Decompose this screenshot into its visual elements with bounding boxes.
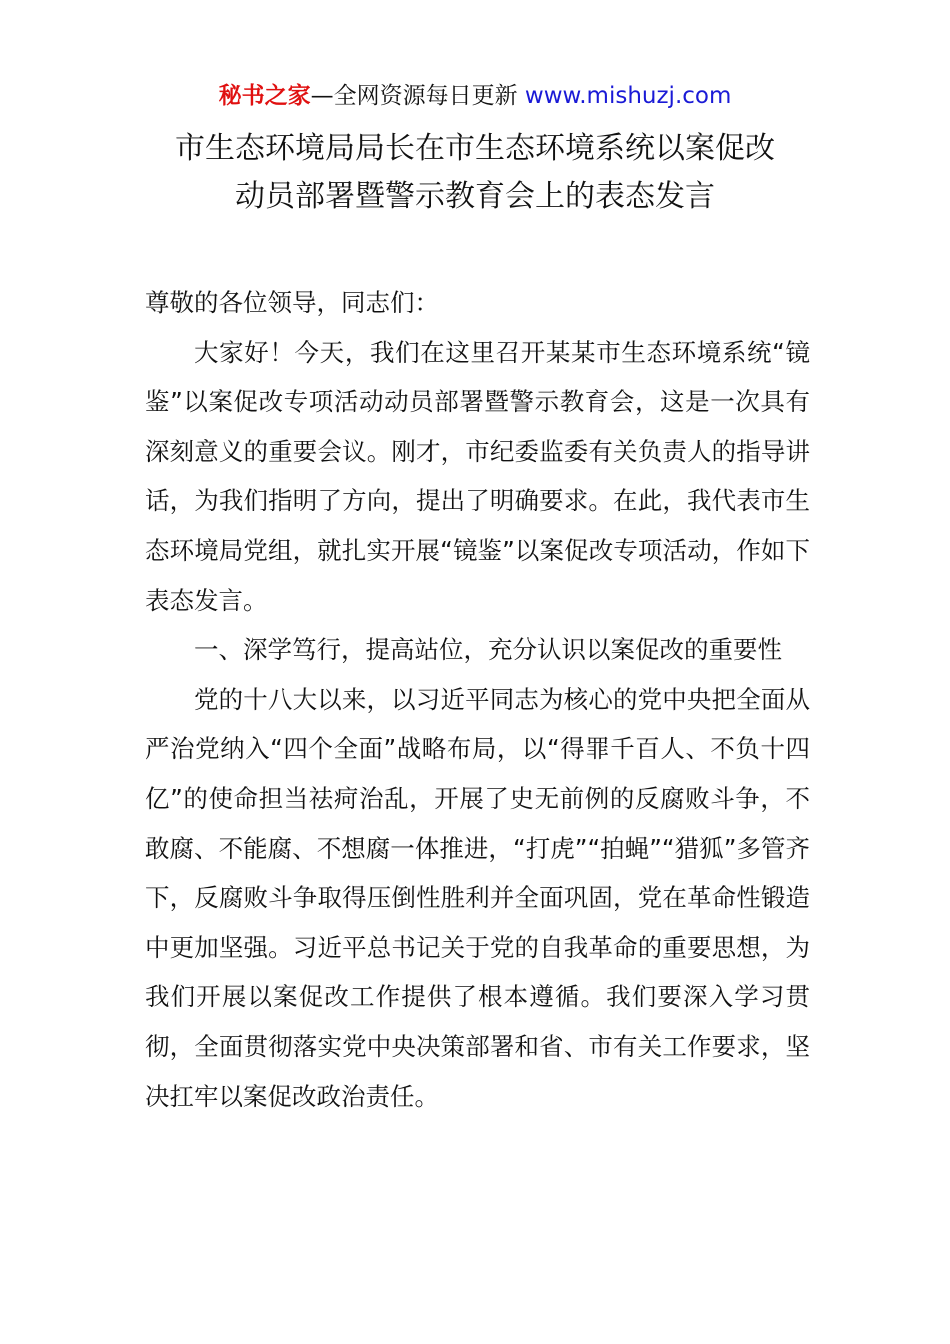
header-tagline: —全网资源每日更新: [310, 83, 525, 109]
paragraph-section-1: 党的十八大以来，以习近平同志为核心的党中央把全面从严治党纳入“四个全面”战略布局，以“得罪千百人、不负十四亿”的使命担当祛疴治乱，开展了史无前例的反腐败斗争，不敢腐、不能腐、不想腐一体推进，“打虎”“拍蝇”“猎狐”多管齐下，反腐败斗争取得压倒性胜利并全面巩固，党在革命性锻造中更加坚强。习近平总书记关于党的自我革命的重要思想，为我们开展以案促改工作提供了根本遵循。我们要深入学习贯彻，全面贯彻落实党中央决策部署和省、市有关工作要求，坚决扛牢以案促改政治责任。: [145, 684, 810, 1111]
site-url-link[interactable]: www.mishuzj.com: [524, 83, 732, 109]
brand-name: 秘书之家: [218, 83, 311, 109]
document-title-line-1: 市生态环境局局长在市生态环境系统以案促改: [175, 131, 775, 166]
document-title-line-2: 动员部署暨警示教育会上的表态发言: [235, 179, 715, 214]
document-body: [145, 278, 810, 1121]
site-header: [0, 80, 950, 112]
paragraph-opening: 大家好！今天，我们在这里召开某某市生态环境系统“镜鉴”以案促改专项活动动员部署暨警示教育会，这是一次具有深刻意义的重要会议。刚才，市纪委监委有关负责人的指导讲话，为我们指明了方向，提出了明确要求。在此，我代表市生态环境局党组，就扎实开展“镜鉴”以案促改专项活动，作如下表态发言。: [145, 337, 810, 615]
salutation: 尊敬的各位领导，同志们：: [145, 288, 439, 317]
section-heading-1: 一、深学笃行，提高站位，充分认识以案促改的重要性: [194, 635, 782, 665]
